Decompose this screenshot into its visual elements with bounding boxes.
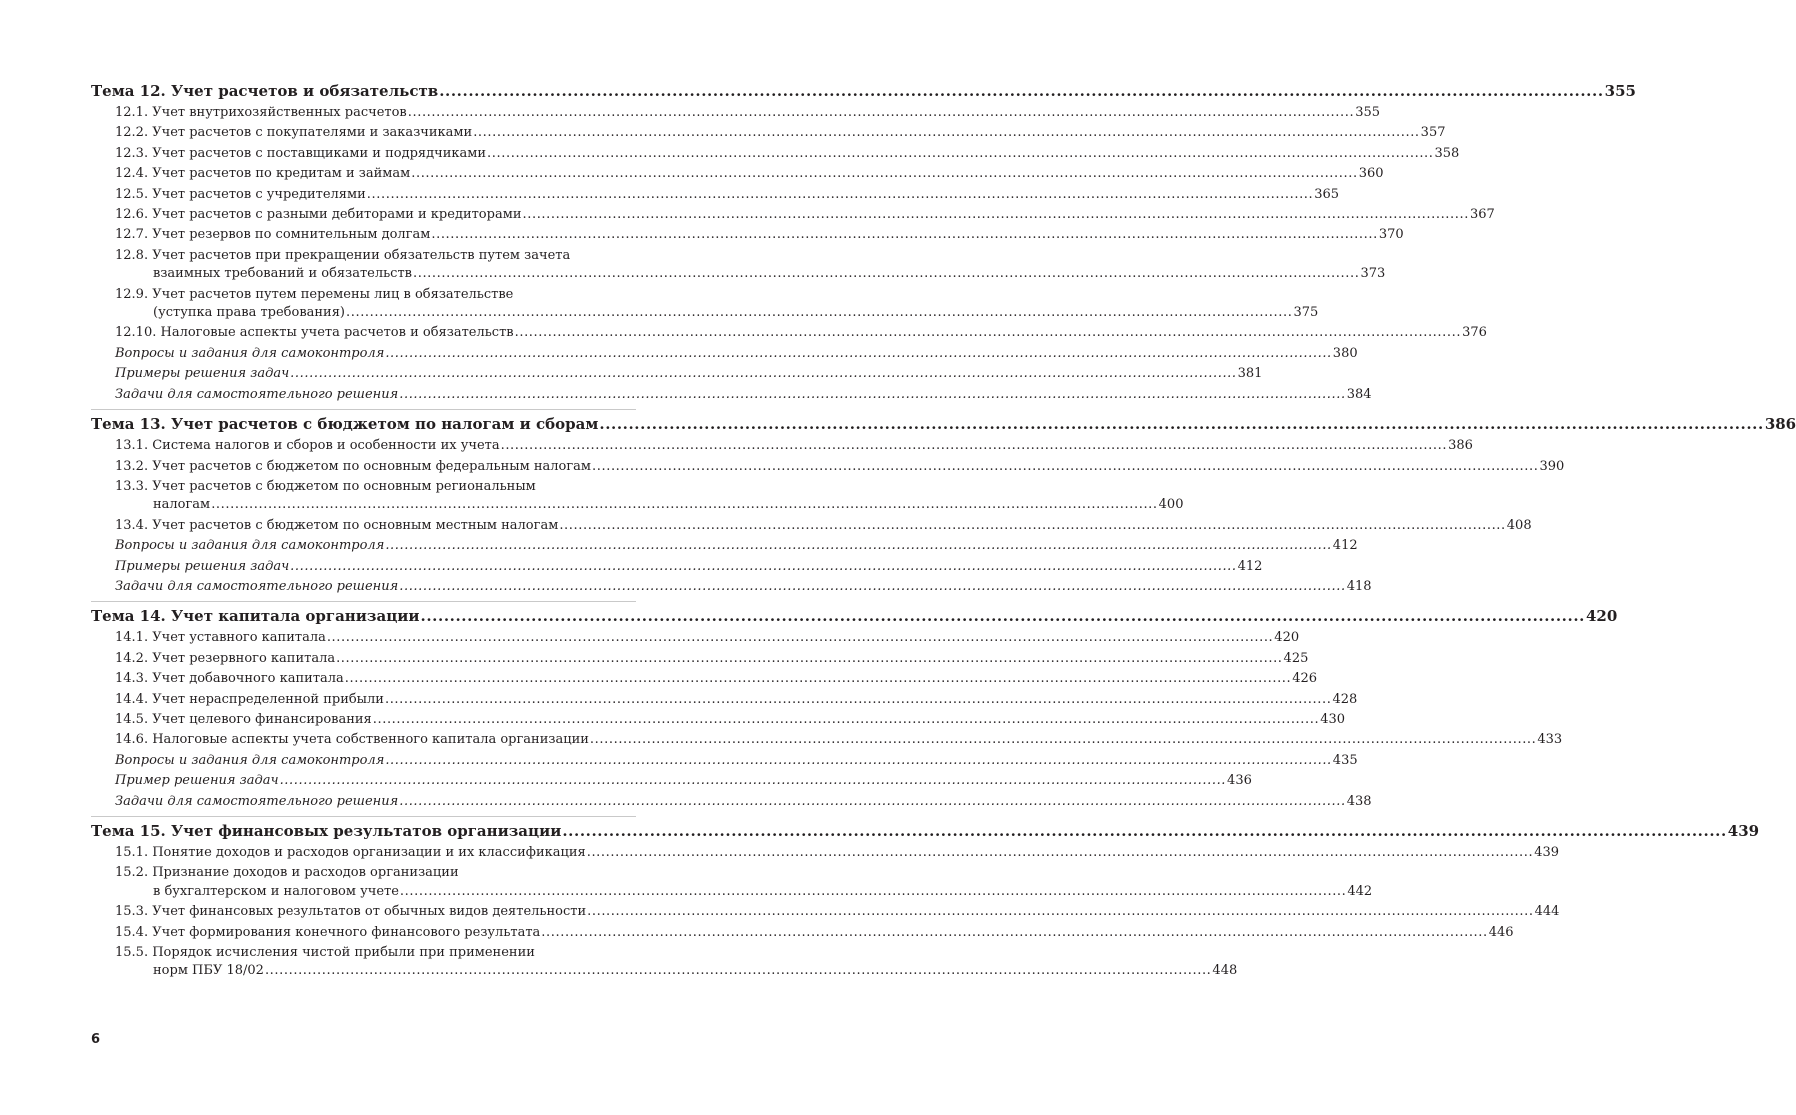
entry-page-number: 390: [1539, 458, 1565, 474]
entry-line: [115, 496, 1184, 514]
section-title: Тема 13. Учет расчетов с бюджетом по налогам и сборам: [91, 415, 599, 434]
section-page-number: 420: [1585, 607, 1618, 626]
toc-entry[interactable]: [91, 731, 1563, 749]
dot-leader: [385, 345, 1331, 363]
dot-leader: [385, 537, 1331, 555]
entry-title: 15.1. Понятие доходов и расходов организации и их классификация: [115, 845, 586, 860]
dot-leader: [439, 82, 1603, 101]
entry-line: [115, 165, 1384, 183]
toc-entry[interactable]: [91, 226, 1404, 244]
entry-page-number: 425: [1283, 650, 1309, 666]
entry-line: [115, 537, 1358, 555]
dot-leader: [290, 558, 1236, 576]
entry-line: [115, 578, 1372, 596]
toc-entry[interactable]: [91, 365, 1263, 383]
section-heading[interactable]: [91, 822, 1760, 841]
section-heading[interactable]: [91, 607, 1618, 626]
toc-entry[interactable]: [91, 247, 1386, 284]
dot-leader: [473, 124, 1419, 142]
entry-title: 13.2. Учет расчетов с бюджетом по основным федеральным налогам: [115, 458, 592, 474]
dot-leader: [385, 752, 1331, 770]
toc-entry[interactable]: [91, 903, 1560, 921]
entry-title-line: 15.2. Признание доходов и расходов организации: [115, 865, 459, 881]
dot-leader: [587, 903, 1533, 921]
dot-leader: [411, 165, 1357, 183]
entry-page-number: 420: [1274, 630, 1300, 646]
toc-entry[interactable]: [91, 864, 1373, 901]
entry-line: [115, 124, 1446, 142]
entry-title-line: 13.3. Учет расчетов с бюджетом по основным региональным: [115, 478, 536, 494]
toc-entry[interactable]: [91, 629, 1300, 647]
toc-entry[interactable]: [91, 670, 1318, 688]
entry-title: 14.4. Учет нераспределенной прибыли: [115, 691, 384, 707]
entry-line: [115, 650, 1309, 668]
dot-leader: [399, 793, 1345, 811]
entry-title: 14.5. Учет целевого финансирования: [115, 711, 372, 727]
entry-line: [115, 345, 1358, 363]
entry-line: [115, 924, 1514, 942]
entry-title: 14.3. Учет добавочного капитала: [115, 671, 344, 687]
page-number: 6: [91, 1032, 101, 1047]
toc-entry[interactable]: [91, 286, 1319, 323]
dot-leader: [367, 186, 1313, 204]
entry-page-number: 446: [1488, 924, 1514, 940]
entry-page-number: 365: [1314, 186, 1340, 202]
entry-title: 15.4. Учет формирования конечного финансового результата: [115, 924, 541, 940]
toc-entry[interactable]: [91, 458, 1565, 476]
toc-entry[interactable]: [91, 944, 1238, 981]
entry-title: 12.4. Учет расчетов по кредитам и займам: [115, 166, 411, 182]
dot-leader: [515, 324, 1461, 342]
entry-line: [115, 752, 1358, 770]
toc-entry[interactable]: [91, 165, 1384, 183]
dot-leader: [592, 458, 1538, 476]
entry-page-number: 381: [1237, 366, 1263, 382]
dot-leader: [336, 650, 1282, 668]
entry-line: [115, 304, 1319, 322]
dot-leader: [265, 962, 1211, 980]
entry-page-number: 412: [1332, 538, 1358, 554]
dot-leader: [385, 691, 1331, 709]
entry-page-number: 357: [1420, 125, 1446, 141]
entry-line: [115, 517, 1532, 535]
entry-line: [115, 962, 1238, 980]
dot-leader: [327, 629, 1273, 647]
entry-line: [115, 711, 1346, 729]
dot-leader: [290, 365, 1236, 383]
entry-page-number: 430: [1320, 711, 1346, 727]
entry-page-number: 408: [1506, 517, 1532, 533]
entry-page-number: 367: [1469, 207, 1495, 223]
entry-title: 13.4. Учет расчетов с бюджетом по основным местным налогам: [115, 517, 559, 533]
entry-page-number: 444: [1534, 904, 1560, 920]
dot-leader: [211, 496, 1157, 514]
entry-line: [115, 670, 1318, 688]
toc-entry[interactable]: [91, 924, 1514, 942]
toc-entry[interactable]: [91, 345, 1358, 363]
entry-title: 12.5. Учет расчетов с учредителями: [115, 186, 366, 202]
dot-leader: [400, 883, 1346, 901]
entry-title: 15.3. Учет финансовых результатов от обычных видов деятельности: [115, 904, 587, 920]
toc-entry[interactable]: [91, 711, 1346, 729]
toc-entry[interactable]: [91, 386, 1372, 404]
entry-title: Задачи для самостоятельного решения: [115, 386, 399, 402]
entry-title: Задачи для самостоятельного решения: [115, 578, 399, 594]
dot-leader: [280, 772, 1226, 790]
entry-line: [115, 186, 1340, 204]
entry-title: взаимных требований и обязательств: [153, 266, 412, 282]
entry-line: [115, 903, 1560, 921]
entry-line: [115, 437, 1473, 455]
toc-section: [91, 82, 1636, 410]
entry-line: [115, 265, 1386, 283]
entry-page-number: 386: [1448, 438, 1473, 454]
entry-page-number: 375: [1293, 305, 1319, 321]
toc-entry[interactable]: [91, 206, 1495, 224]
entry-title: налогам: [153, 497, 211, 513]
toc-entry[interactable]: [91, 772, 1252, 790]
toc-entry[interactable]: [91, 324, 1487, 342]
entry-page-number: 373: [1360, 266, 1386, 282]
entry-page-number: 448: [1212, 963, 1238, 979]
toc-entry[interactable]: [91, 793, 1372, 811]
toc-entry[interactable]: [91, 691, 1358, 709]
section-page-number: 439: [1727, 822, 1760, 840]
entry-title: Вопросы и задания для самоконтроля: [115, 345, 385, 361]
entry-page-number: 358: [1434, 145, 1460, 161]
section-title: Тема 15. Учет финансовых результатов организации: [91, 822, 562, 840]
dot-leader: [346, 304, 1292, 322]
entry-page-number: 412: [1237, 558, 1263, 574]
entry-page-number: 436: [1227, 773, 1252, 789]
toc-entry[interactable]: [91, 537, 1358, 555]
dot-leader: [587, 844, 1533, 862]
entry-line: [115, 844, 1560, 862]
entry-page-number: 384: [1346, 386, 1372, 402]
entry-page-number: 418: [1346, 578, 1372, 594]
entry-page-number: 428: [1332, 691, 1358, 707]
section-heading[interactable]: [91, 82, 1636, 101]
entry-title-line: 12.9. Учет расчетов путем перемены лиц в обязательстве: [115, 286, 514, 302]
entry-title: Вопросы и задания для самоконтроля: [115, 752, 385, 768]
toc-entry[interactable]: [91, 844, 1560, 862]
entry-line: [115, 104, 1381, 122]
entry-line: [115, 731, 1563, 749]
entry-title: 12.7. Учет резервов по сомнительным долгам: [115, 227, 431, 243]
entry-title: 12.1. Учет внутрихозяйственных расчетов: [115, 105, 407, 120]
dot-leader: [541, 924, 1487, 942]
section-page-number: 355: [1604, 82, 1636, 100]
entry-page-number: 355: [1355, 105, 1381, 120]
entry-line: [115, 629, 1300, 647]
section-title: Тема 14. Учет капитала организации: [91, 607, 420, 626]
dot-leader: [487, 145, 1433, 163]
toc-entry[interactable]: [91, 650, 1309, 668]
entry-line: [115, 458, 1565, 476]
entry-title: 14.1. Учет уставного капитала: [115, 630, 326, 646]
entry-title: Вопросы и задания для самоконтроля: [115, 538, 385, 554]
entry-title: 14.6. Налоговые аспекты учета собственного капитала организации: [115, 732, 589, 748]
entry-title: в бухгалтерском и налоговом учете: [153, 883, 399, 899]
dot-leader: [431, 226, 1377, 244]
entry-title: 13.1. Система налогов и сборов и особенности их учета: [115, 438, 500, 454]
dot-leader: [399, 578, 1345, 596]
entry-page-number: 370: [1378, 227, 1404, 243]
entry-page-number: 438: [1346, 793, 1372, 809]
section-title: Тема 12. Учет расчетов и обязательств: [91, 82, 439, 100]
entry-page-number: 433: [1537, 732, 1563, 748]
entry-line: [115, 772, 1252, 790]
entry-line: [115, 691, 1358, 709]
entry-title: Задачи для самостоятельного решения: [115, 793, 399, 809]
toc-entry[interactable]: [91, 578, 1372, 596]
dot-leader: [599, 415, 1763, 434]
entry-page-number: 435: [1332, 752, 1358, 768]
entry-title: 14.2. Учет резервного капитала: [115, 650, 336, 666]
dot-leader: [399, 386, 1345, 404]
toc-entry[interactable]: [91, 478, 1184, 515]
toc-entry[interactable]: [91, 104, 1381, 122]
section-page-number: 386: [1764, 415, 1796, 434]
dot-leader: [345, 670, 1291, 688]
entry-line: [115, 226, 1404, 244]
toc-section: [91, 607, 1618, 817]
dot-leader: [373, 711, 1319, 729]
entry-title: Примеры решения задач: [115, 558, 290, 574]
toc-entry[interactable]: [91, 517, 1532, 535]
toc-entry[interactable]: [91, 145, 1460, 163]
entry-title: Примеры решения задач: [115, 366, 290, 382]
entry-line: [115, 324, 1487, 342]
entry-line: [115, 386, 1372, 404]
entry-line: [115, 145, 1460, 163]
toc-entry[interactable]: [91, 558, 1263, 576]
table-of-contents: [91, 82, 1796, 991]
entry-page-number: 442: [1347, 883, 1373, 899]
entry-title: норм ПБУ 18/02: [153, 963, 264, 979]
entry-page-number: 360: [1358, 166, 1384, 182]
dot-leader: [421, 607, 1585, 626]
entry-title-line: 12.8. Учет расчетов при прекращении обязательств путем зачета: [115, 247, 571, 263]
entry-page-number: 426: [1292, 671, 1318, 687]
dot-leader: [523, 206, 1469, 224]
dot-leader: [559, 517, 1505, 535]
toc-entry[interactable]: [91, 124, 1446, 142]
dot-leader: [562, 822, 1726, 841]
entry-line: [115, 793, 1372, 811]
toc-section: [91, 415, 1796, 602]
entry-title: (уступка права требования): [153, 305, 345, 321]
entry-line: [115, 206, 1495, 224]
toc-entry[interactable]: [91, 437, 1473, 455]
entry-title: 12.2. Учет расчетов с покупателями и заказчиками: [115, 125, 473, 141]
entry-line: [115, 365, 1263, 383]
toc-entry[interactable]: [91, 752, 1358, 770]
entry-page-number: 439: [1534, 845, 1560, 860]
entry-page-number: 400: [1158, 497, 1184, 513]
dot-leader: [413, 265, 1359, 283]
entry-line: [115, 558, 1263, 576]
entry-title: 12.10. Налоговые аспекты учета расчетов и обязательств: [115, 325, 514, 341]
entry-title: Пример решения задач: [115, 773, 279, 789]
entry-line: [115, 883, 1373, 901]
dot-leader: [501, 437, 1447, 455]
section-heading[interactable]: [91, 415, 1796, 434]
dot-leader: [590, 731, 1536, 749]
entry-title-line: 15.5. Порядок исчисления чистой прибыли при применении: [115, 945, 535, 961]
toc-section: [91, 822, 1760, 986]
entry-title: 12.3. Учет расчетов с поставщиками и подрядчиками: [115, 145, 487, 161]
dot-leader: [408, 104, 1354, 122]
entry-page-number: 376: [1462, 325, 1487, 341]
toc-entry[interactable]: [91, 186, 1340, 204]
entry-page-number: 380: [1332, 345, 1358, 361]
entry-title: 12.6. Учет расчетов с разными дебиторами и кредиторами: [115, 207, 522, 223]
